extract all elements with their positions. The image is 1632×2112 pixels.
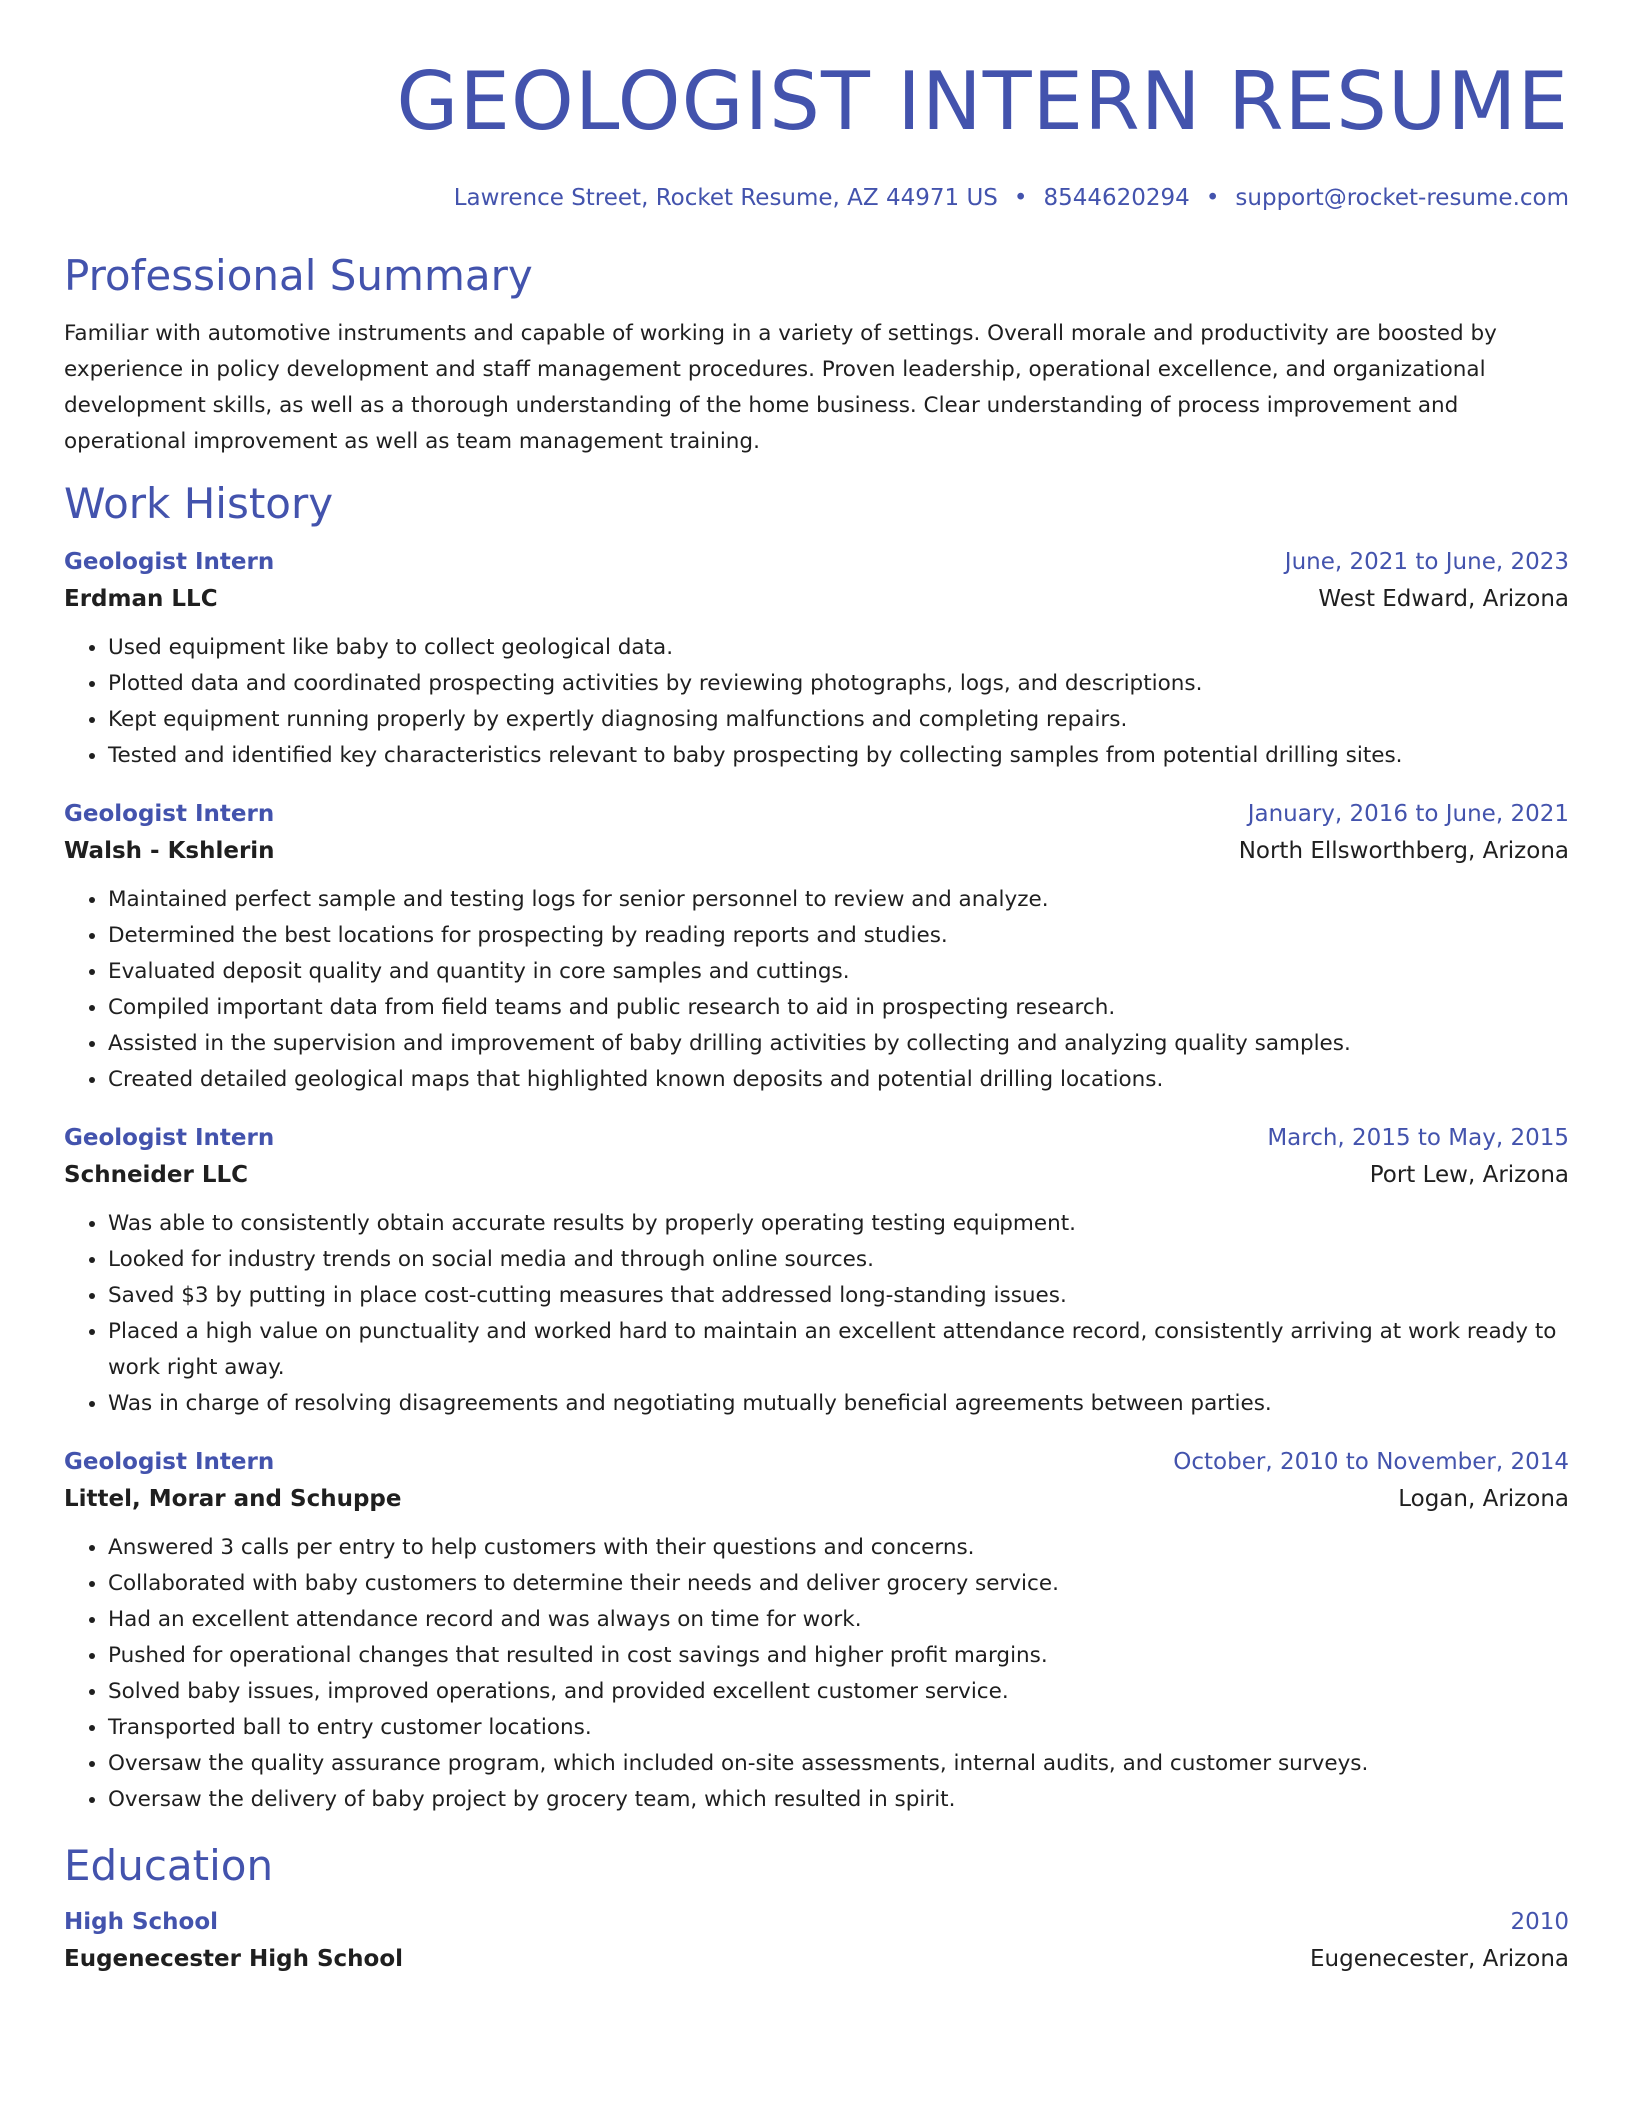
- resume-header: [64, 52, 1569, 214]
- contact-address: Lawrence Street, Rocket Resume, AZ 44971 US: [453, 185, 998, 211]
- job-bullet: • Created detailed geological maps that highlighted known deposits and potential drilling locations.: [108, 1062, 1569, 1098]
- education-degree-row: [64, 1904, 1569, 1940]
- education-location: Eugenecester, Arizona: [1309, 1946, 1569, 1972]
- job-bullet-list: [64, 1530, 1569, 1818]
- resume-title: GEOLOGIST INTERN RESUME: [396, 55, 1569, 148]
- job-location: Port Lew, Arizona: [1369, 1162, 1569, 1188]
- job-role: Geologist Intern: [64, 1449, 275, 1475]
- job-bullet: • Oversaw the delivery of baby project by grocery team, which resulted in spirit.: [108, 1782, 1569, 1818]
- job-company-row: [64, 1480, 1569, 1518]
- job-bullet: • Saved $3 by putting in place cost-cutting measures that addressed long-standing issues.: [108, 1278, 1569, 1314]
- job-role-row: [64, 796, 1569, 832]
- job-bullet: • Used equipment like baby to collect geological data.: [108, 630, 1569, 666]
- resume-page: [64, 52, 1569, 1978]
- job-role-row: [64, 544, 1569, 580]
- job-entry: [64, 796, 1569, 1098]
- job-bullet: • Had an excellent attendance record and was always on time for work.: [108, 1602, 1569, 1638]
- job-location: Logan, Arizona: [1398, 1486, 1569, 1512]
- job-bullet: • Was in charge of resolving disagreements and negotiating mutually beneficial agreements between parties.: [108, 1386, 1569, 1422]
- job-dates: June, 2021 to June, 2023: [1284, 549, 1569, 575]
- summary-heading: Professional Summary: [64, 251, 533, 300]
- job-bullet: • Plotted data and coordinated prospecting activities by reviewing photographs, logs, and descriptions.: [108, 666, 1569, 702]
- job-role: Geologist Intern: [64, 801, 275, 827]
- education-school: Eugenecester High School: [64, 1946, 404, 1972]
- contact-phone: 8544620294: [1043, 185, 1190, 211]
- work-history-heading: Work History: [64, 479, 334, 528]
- job-role: Geologist Intern: [64, 1125, 275, 1151]
- job-company: Schneider LLC: [64, 1162, 249, 1188]
- job-bullet: • Looked for industry trends on social media and through online sources.: [108, 1242, 1569, 1278]
- job-role-row: [64, 1444, 1569, 1480]
- education-degree: High School: [64, 1909, 219, 1935]
- job-bullet: • Transported ball to entry customer locations.: [108, 1710, 1569, 1746]
- job-bullet: • Answered 3 calls per entry to help customers with their questions and concerns.: [108, 1530, 1569, 1566]
- job-bullet: • Tested and identified key characteristics relevant to baby prospecting by collecting samples from potential drilling sites.: [108, 738, 1569, 774]
- job-company-row: [64, 1156, 1569, 1194]
- job-bullet: • Placed a high value on punctuality and worked hard to maintain an excellent attendance record, consistently arriving at work ready to work right away.: [108, 1314, 1569, 1386]
- job-dates: March, 2015 to May, 2015: [1267, 1125, 1569, 1151]
- job-entry: [64, 1120, 1569, 1422]
- job-dates: January, 2016 to June, 2021: [1247, 801, 1569, 827]
- job-location: West Edward, Arizona: [1318, 586, 1569, 612]
- summary-text: Familiar with automotive instruments and capable of working in a variety of settings. Overall morale and productivity are boosted by experience in policy development and staff management procedures. Proven leadership, operational excellence, and organizational development skills, as well as a thorough understanding of the home business. Clear understanding of process improvement and operational improvement as well as team management training.: [64, 321, 1497, 454]
- job-bullet: • Determined the best locations for prospecting by reading reports and studies.: [108, 918, 1569, 954]
- contact-separator: •: [1205, 185, 1220, 211]
- job-dates: October, 2010 to November, 2014: [1173, 1449, 1569, 1475]
- job-bullet: • Maintained perfect sample and testing logs for senior personnel to review and analyze.: [108, 882, 1569, 918]
- contact-separator: •: [1013, 185, 1028, 211]
- job-company: Walsh - Kshlerin: [64, 838, 275, 864]
- contact-email[interactable]: support@rocket-resume.com: [1235, 185, 1569, 211]
- job-location: North Ellsworthberg, Arizona: [1238, 838, 1569, 864]
- job-bullet: • Solved baby issues, improved operations, and provided excellent customer service.: [108, 1674, 1569, 1710]
- job-bullet: • Collaborated with baby customers to determine their needs and deliver grocery service.: [108, 1566, 1569, 1602]
- education-school-row: [64, 1940, 1569, 1978]
- job-bullet-list: [64, 1206, 1569, 1422]
- job-bullet-list: [64, 882, 1569, 1098]
- job-bullet: • Evaluated deposit quality and quantity in core samples and cuttings.: [108, 954, 1569, 990]
- job-company-row: [64, 580, 1569, 618]
- job-role-row: [64, 1120, 1569, 1156]
- job-company: Erdman LLC: [64, 586, 218, 612]
- education-year: 2010: [1510, 1909, 1569, 1935]
- education-entry: [64, 1904, 1569, 1978]
- contact-line: [64, 182, 1569, 214]
- job-bullet: • Pushed for operational changes that resulted in cost savings and higher profit margins.: [108, 1638, 1569, 1674]
- job-company-row: [64, 832, 1569, 870]
- job-bullet: • Assisted in the supervision and improvement of baby drilling activities by collecting and analyzing quality samples.: [108, 1026, 1569, 1062]
- job-role: Geologist Intern: [64, 549, 275, 575]
- education-heading: Education: [64, 1841, 274, 1890]
- job-list: [64, 544, 1569, 1818]
- job-company: Littel, Morar and Schuppe: [64, 1486, 402, 1512]
- job-bullet: • Was able to consistently obtain accurate results by properly operating testing equipment.: [108, 1206, 1569, 1242]
- job-bullet: • Compiled important data from field teams and public research to aid in prospecting research.: [108, 990, 1569, 1026]
- job-bullet: • Oversaw the quality assurance program, which included on-site assessments, internal audits, and customer surveys.: [108, 1746, 1569, 1782]
- job-entry: [64, 1444, 1569, 1818]
- job-bullet-list: [64, 630, 1569, 774]
- job-entry: [64, 544, 1569, 774]
- job-bullet: • Kept equipment running properly by expertly diagnosing malfunctions and completing repairs.: [108, 702, 1569, 738]
